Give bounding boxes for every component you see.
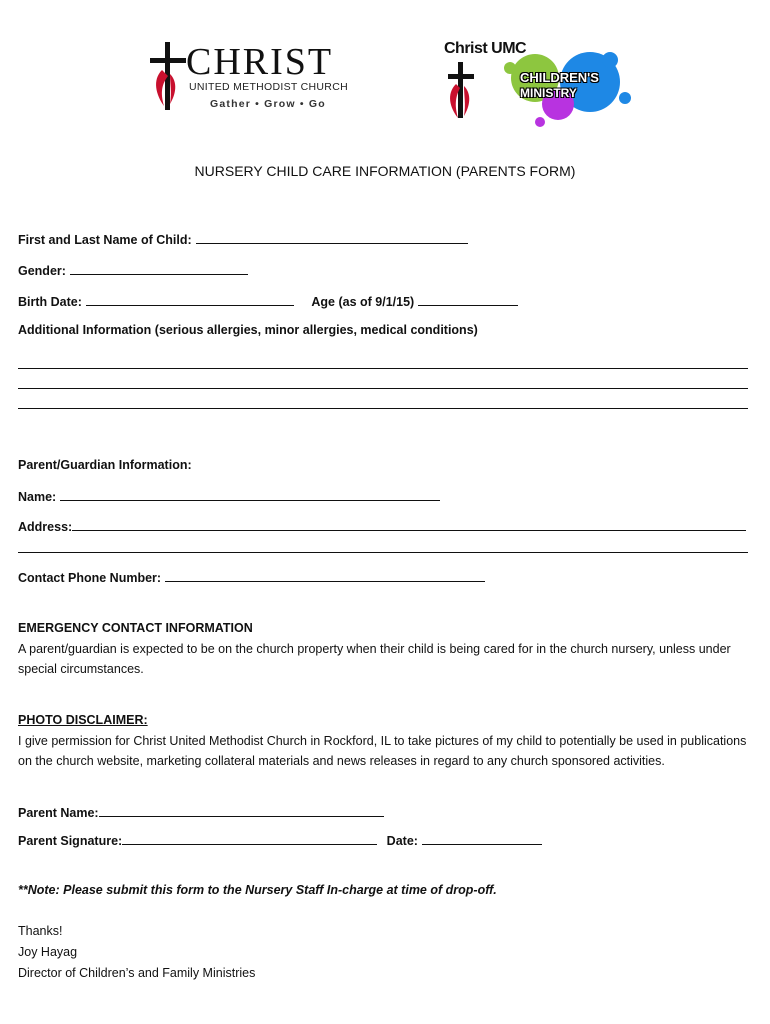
parent-name-row <box>18 488 440 504</box>
child-name-label: First and Last Name of Child: <box>18 233 192 247</box>
closing-role: Director of Children’s and Family Ministries <box>18 966 256 980</box>
birth-date-label: Birth Date: <box>18 295 82 309</box>
address-field[interactable] <box>72 518 746 531</box>
gender-label: Gender: <box>18 264 66 278</box>
logo-right-line1: CHILDREN'S <box>520 70 599 85</box>
photo-parent-name-field[interactable] <box>99 804 384 817</box>
parent-name-label: Name: <box>18 490 57 504</box>
parent-signature-field[interactable] <box>122 832 377 845</box>
christ-umc-logo <box>148 40 348 118</box>
address-label: Address: <box>18 520 73 534</box>
childrens-ministry-logo <box>440 38 640 130</box>
logo-tagline: Gather • Grow • Go <box>210 98 326 110</box>
address-line-2[interactable] <box>18 552 748 553</box>
age-field[interactable] <box>418 293 518 306</box>
logo-right-line2: MINISTRY <box>520 86 577 100</box>
parent-signature-row <box>18 832 542 848</box>
page-title: NURSERY CHILD CARE INFORMATION (PARENTS FORM) <box>194 163 576 179</box>
phone-field[interactable] <box>165 569 485 582</box>
parent-heading: Parent/Guardian Information: <box>18 458 192 472</box>
cross-flame-icon <box>148 40 188 118</box>
phone-row <box>18 569 485 585</box>
additional-info-line[interactable] <box>18 408 748 409</box>
emergency-text: A parent/guardian is expected to be on the church property when their child is being cared for in the church nursery, unless under special circumstances. <box>18 642 731 676</box>
parent-signature-label: Parent Signature: <box>18 834 123 848</box>
closing-thanks: Thanks! <box>18 924 63 938</box>
phone-label: Contact Phone Number: <box>18 571 162 585</box>
child-name-row <box>18 231 468 247</box>
photo-heading: PHOTO DISCLAIMER: <box>18 713 148 727</box>
parent-name-field[interactable] <box>60 488 440 501</box>
gender-field[interactable] <box>70 262 248 275</box>
logo-church: UNITED METHODIST CHURCH <box>189 81 348 93</box>
logo-right-title: Christ UMC <box>444 40 527 57</box>
parent-sig-name-row <box>18 804 384 820</box>
gender-row <box>18 262 248 278</box>
birth-date-field[interactable] <box>86 293 294 306</box>
photo-parent-name-label: Parent Name: <box>18 806 99 820</box>
additional-info-line[interactable] <box>18 388 748 389</box>
additional-info-line[interactable] <box>18 368 748 369</box>
emergency-heading: EMERGENCY CONTACT INFORMATION <box>18 621 253 635</box>
submission-note: **Note: Please submit this form to the Nursery Staff In-charge at time of drop-off. <box>18 883 497 897</box>
address-row <box>18 518 746 534</box>
logo-name: CHRIST <box>186 41 334 83</box>
photo-text: I give permission for Christ United Methodist Church in Rockford, IL to take pictures of my child to potentially be used in publications on the church website, marketing collateral materials and news releases in regard to any church sponsored activities. <box>18 734 747 768</box>
date-field[interactable] <box>422 832 542 845</box>
child-name-field[interactable] <box>196 231 468 244</box>
birth-date-row <box>18 293 518 309</box>
date-label: Date: <box>386 834 418 848</box>
closing-name: Joy Hayag <box>18 945 78 959</box>
age-label: Age (as of 9/1/15) <box>311 295 415 309</box>
additional-info-label: Additional Information (serious allergies, minor allergies, medical conditions) <box>18 323 478 337</box>
